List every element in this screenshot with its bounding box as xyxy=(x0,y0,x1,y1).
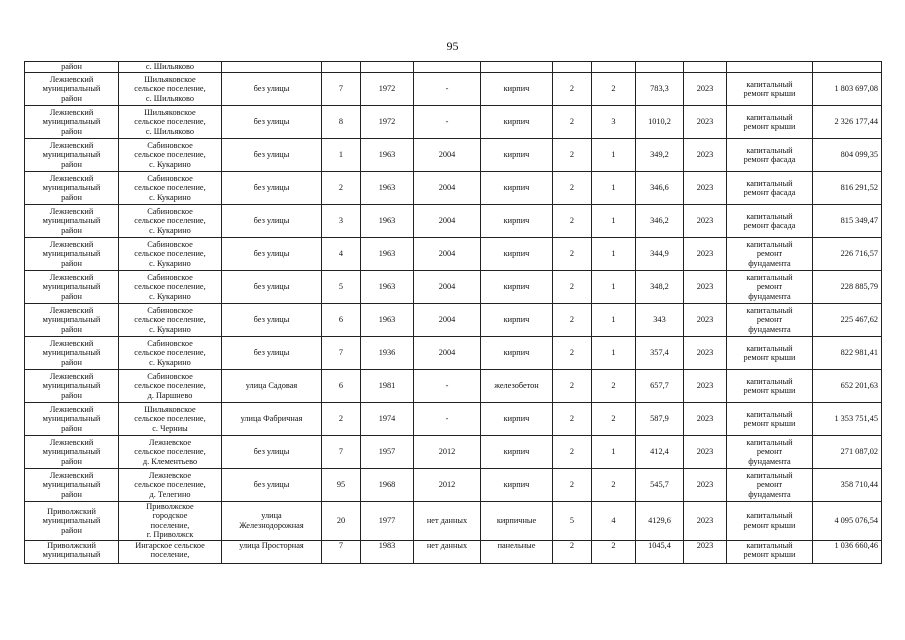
cell-street: без улицы xyxy=(222,469,322,502)
cell-renovation-year: нет данных xyxy=(414,502,481,541)
cell-area: 349,2 xyxy=(636,139,684,172)
cell-settlement: с. Шильяково xyxy=(119,62,222,73)
cell-district: Лежневский муниципальный район xyxy=(25,436,119,469)
cell-work-type: капитальный ремонт фасада xyxy=(727,205,813,238)
page-number: 95 xyxy=(446,39,459,53)
cell-wall-material: кирпич xyxy=(481,73,553,106)
cell-work-type: капитальный ремонт фундамента xyxy=(727,304,813,337)
cell-cost: 358 710,44 xyxy=(813,469,882,502)
housing-register-table xyxy=(24,61,882,564)
cell-build-year: 1972 xyxy=(361,106,414,139)
cell-district: Лежневский муниципальный район xyxy=(25,205,119,238)
cell-entrances xyxy=(592,62,636,73)
cell-wall-material: панельные xyxy=(481,540,553,563)
cell-renovation-year: - xyxy=(414,370,481,403)
cell-district: Лежневский муниципальный район xyxy=(25,238,119,271)
cell-build-year: 1963 xyxy=(361,271,414,304)
cell-plan-year: 2023 xyxy=(684,139,727,172)
cell-renovation-year: 2004 xyxy=(414,139,481,172)
cell-build-year: 1983 xyxy=(361,540,414,563)
cell-house-number: 7 xyxy=(322,337,361,370)
cell-build-year: 1974 xyxy=(361,403,414,436)
cell-build-year: 1977 xyxy=(361,502,414,541)
cell-street: без улицы xyxy=(222,304,322,337)
cell-district: Лежневский муниципальный район xyxy=(25,469,119,502)
cell-settlement: Сабиновское сельское поселение, с. Кукарино xyxy=(119,271,222,304)
cell-house-number: 2 xyxy=(322,403,361,436)
cell-house-number: 8 xyxy=(322,106,361,139)
cell-floors: 2 xyxy=(553,172,592,205)
cell-cost: 815 349,47 xyxy=(813,205,882,238)
cell-renovation-year: - xyxy=(414,73,481,106)
cell-plan-year: 2023 xyxy=(684,172,727,205)
cell-entrances: 1 xyxy=(592,271,636,304)
cell-area xyxy=(636,62,684,73)
cell-entrances: 1 xyxy=(592,238,636,271)
cell-build-year: 1963 xyxy=(361,238,414,271)
cell-work-type: капитальный ремонт крыши xyxy=(727,106,813,139)
cell-floors: 2 xyxy=(553,73,592,106)
cell-renovation-year xyxy=(414,62,481,73)
cell-street: без улицы xyxy=(222,436,322,469)
cell-settlement: Ингарское сельское поселение, xyxy=(119,540,222,563)
cell-area: 657,7 xyxy=(636,370,684,403)
cell-settlement: Сабиновское сельское поселение, д. Паршнево xyxy=(119,370,222,403)
cell-work-type xyxy=(727,62,813,73)
cell-settlement: Сабиновское сельское поселение, с. Кукарино xyxy=(119,139,222,172)
cell-cost: 225 467,62 xyxy=(813,304,882,337)
cell-settlement: Сабиновское сельское поселение, с. Кукарино xyxy=(119,172,222,205)
cell-street: без улицы xyxy=(222,139,322,172)
cell-cost: 804 099,35 xyxy=(813,139,882,172)
cell-area: 412,4 xyxy=(636,436,684,469)
table-row xyxy=(25,502,882,541)
cell-street: улица Просторная xyxy=(222,540,322,563)
cell-street: без улицы xyxy=(222,106,322,139)
cell-district: район xyxy=(25,62,119,73)
table-row xyxy=(25,106,882,139)
cell-renovation-year: 2004 xyxy=(414,304,481,337)
cell-floors: 2 xyxy=(553,139,592,172)
table-row xyxy=(25,370,882,403)
cell-area: 587,9 xyxy=(636,403,684,436)
cell-renovation-year: нет данных xyxy=(414,540,481,563)
cell-renovation-year: 2004 xyxy=(414,172,481,205)
cell-cost: 816 291,52 xyxy=(813,172,882,205)
table-row xyxy=(25,337,882,370)
table-row xyxy=(25,205,882,238)
cell-floors: 2 xyxy=(553,436,592,469)
table-row xyxy=(25,238,882,271)
cell-plan-year: 2023 xyxy=(684,436,727,469)
cell-entrances: 1 xyxy=(592,139,636,172)
cell-plan-year: 2023 xyxy=(684,403,727,436)
cell-build-year: 1968 xyxy=(361,469,414,502)
cell-area: 545,7 xyxy=(636,469,684,502)
cell-cost: 226 716,57 xyxy=(813,238,882,271)
cell-district: Лежневский муниципальный район xyxy=(25,337,119,370)
cell-floors: 2 xyxy=(553,403,592,436)
cell-entrances: 2 xyxy=(592,370,636,403)
cell-area: 346,2 xyxy=(636,205,684,238)
cell-area: 4129,6 xyxy=(636,502,684,541)
cell-work-type: капитальный ремонт фасада xyxy=(727,172,813,205)
cell-settlement: Сабиновское сельское поселение, с. Кукарино xyxy=(119,238,222,271)
cell-wall-material: кирпич xyxy=(481,403,553,436)
cell-district: Лежневский муниципальный район xyxy=(25,139,119,172)
cell-floors: 2 xyxy=(553,238,592,271)
cell-build-year xyxy=(361,62,414,73)
cell-renovation-year: - xyxy=(414,106,481,139)
cell-entrances: 2 xyxy=(592,469,636,502)
cell-wall-material: кирпич xyxy=(481,139,553,172)
cell-entrances: 4 xyxy=(592,502,636,541)
cell-street: без улицы xyxy=(222,271,322,304)
cell-house-number: 20 xyxy=(322,502,361,541)
cell-entrances: 2 xyxy=(592,403,636,436)
cell-build-year: 1963 xyxy=(361,205,414,238)
cell-house-number: 7 xyxy=(322,73,361,106)
table-row xyxy=(25,403,882,436)
cell-district: Приволжский муниципальный xyxy=(25,540,119,563)
cell-district: Лежневский муниципальный район xyxy=(25,304,119,337)
cell-district: Лежневский муниципальный район xyxy=(25,271,119,304)
cell-build-year: 1963 xyxy=(361,139,414,172)
cell-wall-material: железобетон xyxy=(481,370,553,403)
table-row xyxy=(25,469,882,502)
cell-build-year: 1936 xyxy=(361,337,414,370)
cell-district: Лежневский муниципальный район xyxy=(25,172,119,205)
cell-settlement: Сабиновское сельское поселение, с. Кукарино xyxy=(119,304,222,337)
cell-cost: 271 087,02 xyxy=(813,436,882,469)
cell-street xyxy=(222,62,322,73)
cell-floors: 2 xyxy=(553,304,592,337)
cell-floors: 2 xyxy=(553,271,592,304)
cell-district: Приволжский муниципальный район xyxy=(25,502,119,541)
cell-floors: 2 xyxy=(553,469,592,502)
cell-area: 1045,4 xyxy=(636,540,684,563)
cell-work-type: капитальный ремонт фасада xyxy=(727,139,813,172)
cell-plan-year: 2023 xyxy=(684,106,727,139)
table-row xyxy=(25,62,882,73)
cell-street: без улицы xyxy=(222,73,322,106)
cell-cost: 4 095 076,54 xyxy=(813,502,882,541)
cell-district: Лежневский муниципальный район xyxy=(25,370,119,403)
table-row xyxy=(25,172,882,205)
cell-cost xyxy=(813,62,882,73)
cell-street: без улицы xyxy=(222,337,322,370)
cell-area: 783,3 xyxy=(636,73,684,106)
cell-settlement: Шильяковское сельское поселение, с. Шильяково xyxy=(119,106,222,139)
cell-plan-year: 2023 xyxy=(684,337,727,370)
cell-cost: 1 803 697,08 xyxy=(813,73,882,106)
cell-plan-year: 2023 xyxy=(684,370,727,403)
cell-area: 344,9 xyxy=(636,238,684,271)
cell-house-number: 4 xyxy=(322,238,361,271)
cell-entrances: 1 xyxy=(592,172,636,205)
cell-floors: 2 xyxy=(553,370,592,403)
cell-street: улица Железнодорожная xyxy=(222,502,322,541)
cell-renovation-year: 2004 xyxy=(414,205,481,238)
cell-house-number: 7 xyxy=(322,436,361,469)
cell-entrances: 1 xyxy=(592,337,636,370)
cell-plan-year: 2023 xyxy=(684,469,727,502)
cell-district: Лежневский муниципальный район xyxy=(25,403,119,436)
cell-work-type: капитальный ремонт фундамента xyxy=(727,436,813,469)
cell-floors: 2 xyxy=(553,540,592,563)
cell-house-number: 2 xyxy=(322,172,361,205)
cell-area: 343 xyxy=(636,304,684,337)
cell-house-number: 3 xyxy=(322,205,361,238)
cell-settlement: Шильяковское сельское поселение, с. Черниы xyxy=(119,403,222,436)
cell-plan-year: 2023 xyxy=(684,238,727,271)
cell-house-number: 95 xyxy=(322,469,361,502)
cell-renovation-year: 2004 xyxy=(414,337,481,370)
cell-cost: 1 036 660,46 xyxy=(813,540,882,563)
cell-house-number: 6 xyxy=(322,370,361,403)
cell-plan-year: 2023 xyxy=(684,205,727,238)
cell-street: без улицы xyxy=(222,205,322,238)
cell-work-type: капитальный ремонт фундамента xyxy=(727,238,813,271)
cell-entrances: 1 xyxy=(592,205,636,238)
table-row xyxy=(25,540,882,563)
cell-cost: 2 326 177,44 xyxy=(813,106,882,139)
cell-entrances: 3 xyxy=(592,106,636,139)
cell-house-number: 1 xyxy=(322,139,361,172)
cell-house-number: 6 xyxy=(322,304,361,337)
cell-street: улица Садовая xyxy=(222,370,322,403)
cell-settlement: Шильяковское сельское поселение, с. Шильяково xyxy=(119,73,222,106)
cell-entrances: 1 xyxy=(592,436,636,469)
cell-cost: 822 981,41 xyxy=(813,337,882,370)
cell-work-type: капитальный ремонт фундамента xyxy=(727,271,813,304)
cell-settlement: Сабиновское сельское поселение, с. Кукарино xyxy=(119,205,222,238)
cell-wall-material: кирпичные xyxy=(481,502,553,541)
cell-work-type: капитальный ремонт крыши xyxy=(727,502,813,541)
cell-wall-material xyxy=(481,62,553,73)
cell-work-type: капитальный ремонт фундамента xyxy=(727,469,813,502)
table-row xyxy=(25,304,882,337)
cell-floors: 2 xyxy=(553,205,592,238)
cell-floors: 2 xyxy=(553,337,592,370)
cell-work-type: капитальный ремонт крыши xyxy=(727,403,813,436)
cell-area: 348,2 xyxy=(636,271,684,304)
cell-work-type: капитальный ремонт крыши xyxy=(727,73,813,106)
cell-renovation-year: 2012 xyxy=(414,436,481,469)
cell-area: 357,4 xyxy=(636,337,684,370)
cell-floors: 5 xyxy=(553,502,592,541)
cell-wall-material: кирпич xyxy=(481,238,553,271)
cell-area: 346,6 xyxy=(636,172,684,205)
cell-entrances: 2 xyxy=(592,73,636,106)
cell-renovation-year: - xyxy=(414,403,481,436)
table-row xyxy=(25,73,882,106)
cell-area: 1010,2 xyxy=(636,106,684,139)
cell-wall-material: кирпич xyxy=(481,172,553,205)
cell-renovation-year: 2012 xyxy=(414,469,481,502)
cell-house-number: 7 xyxy=(322,540,361,563)
cell-wall-material: кирпич xyxy=(481,436,553,469)
cell-settlement: Приволжское городское поселение, г. Приволжск xyxy=(119,502,222,541)
cell-plan-year: 2023 xyxy=(684,540,727,563)
cell-street: без улицы xyxy=(222,172,322,205)
cell-entrances: 2 xyxy=(592,540,636,563)
cell-settlement: Лежневское сельское поселение, д. Клементьево xyxy=(119,436,222,469)
cell-wall-material: кирпич xyxy=(481,205,553,238)
table-row xyxy=(25,139,882,172)
table-row xyxy=(25,436,882,469)
cell-floors xyxy=(553,62,592,73)
cell-cost: 652 201,63 xyxy=(813,370,882,403)
cell-build-year: 1963 xyxy=(361,172,414,205)
cell-cost: 228 885,79 xyxy=(813,271,882,304)
cell-entrances: 1 xyxy=(592,304,636,337)
cell-street: без улицы xyxy=(222,238,322,271)
cell-build-year: 1981 xyxy=(361,370,414,403)
cell-floors: 2 xyxy=(553,106,592,139)
cell-wall-material: кирпич xyxy=(481,469,553,502)
table-row xyxy=(25,271,882,304)
cell-house-number: 5 xyxy=(322,271,361,304)
cell-district: Лежневский муниципальный район xyxy=(25,73,119,106)
cell-renovation-year: 2004 xyxy=(414,271,481,304)
cell-street: улица Фабричная xyxy=(222,403,322,436)
cell-wall-material: кирпич xyxy=(481,271,553,304)
cell-settlement: Сабиновское сельское поселение, с. Кукарино xyxy=(119,337,222,370)
cell-build-year: 1972 xyxy=(361,73,414,106)
cell-plan-year: 2023 xyxy=(684,304,727,337)
cell-build-year: 1957 xyxy=(361,436,414,469)
cell-settlement: Лежневское сельское поселение, д. Телегино xyxy=(119,469,222,502)
cell-work-type: капитальный ремонт крыши xyxy=(727,370,813,403)
cell-plan-year xyxy=(684,62,727,73)
cell-plan-year: 2023 xyxy=(684,73,727,106)
cell-plan-year: 2023 xyxy=(684,502,727,541)
cell-work-type: капитальный ремонт крыши xyxy=(727,540,813,563)
cell-wall-material: кирпич xyxy=(481,337,553,370)
cell-build-year: 1963 xyxy=(361,304,414,337)
cell-wall-material: кирпич xyxy=(481,106,553,139)
cell-plan-year: 2023 xyxy=(684,271,727,304)
cell-district: Лежневский муниципальный район xyxy=(25,106,119,139)
cell-wall-material: кирпич xyxy=(481,304,553,337)
cell-work-type: капитальный ремонт крыши xyxy=(727,337,813,370)
cell-cost: 1 353 751,45 xyxy=(813,403,882,436)
cell-renovation-year: 2004 xyxy=(414,238,481,271)
cell-house-number xyxy=(322,62,361,73)
